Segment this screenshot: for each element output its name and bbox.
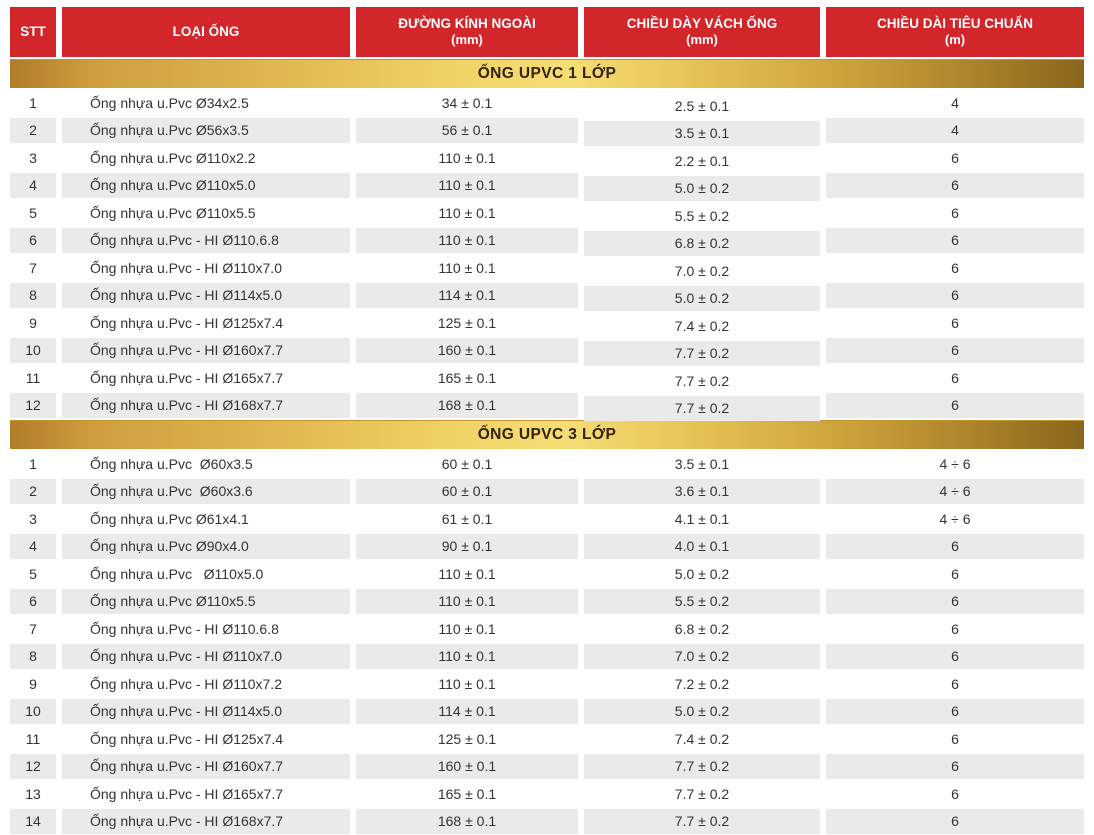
wall-thickness-cell: 5.5 ± 0.2 xyxy=(584,589,820,615)
header-stt xyxy=(10,7,56,57)
wall-thickness-cell: 3.6 ± 0.1 xyxy=(584,479,820,505)
length-cell: 6 xyxy=(826,393,1084,419)
stt-cell: 2 xyxy=(10,118,56,144)
table-row xyxy=(10,644,1084,670)
pipe-name-cell: Ống nhựa u.Pvc Ø61x4.1 xyxy=(62,506,350,532)
length-cell: 6 xyxy=(826,200,1084,226)
stt-cell: 3 xyxy=(10,506,56,532)
header-pipe-type xyxy=(62,7,350,57)
length-cell: 6 xyxy=(826,255,1084,281)
pipe-name-cell: Ống nhựa u.Pvc - HI Ø165x7.7 xyxy=(62,365,350,391)
table-row xyxy=(10,754,1084,780)
outer-diameter-cell: 34 ± 0.1 xyxy=(356,90,578,116)
pipe-name-cell: Ống nhựa u.Pvc - HI Ø125x7.4 xyxy=(62,726,350,752)
header-outer-diameter xyxy=(356,7,578,57)
stt-cell: 5 xyxy=(10,200,56,226)
header-standard-length xyxy=(826,7,1084,57)
pipe-name-cell: Ống nhựa u.Pvc Ø60x3.5 xyxy=(62,451,350,477)
length-cell: 6 xyxy=(826,561,1084,587)
pipe-name-cell: Ống nhựa u.Pvc Ø56x3.5 xyxy=(62,118,350,144)
length-cell: 6 xyxy=(826,283,1084,309)
table-row xyxy=(10,255,1084,281)
section-band xyxy=(10,420,1084,449)
table-header xyxy=(10,7,1084,57)
table-body xyxy=(10,59,1084,834)
wall-thickness-cell: 7.7 ± 0.2 xyxy=(584,809,820,835)
stt-cell: 3 xyxy=(10,145,56,171)
pipe-name-cell: Ống nhựa u.Pvc Ø34x2.5 xyxy=(62,90,350,116)
outer-diameter-cell: 61 ± 0.1 xyxy=(356,506,578,532)
pipe-name-cell: Ống nhựa u.Pvc - HI Ø125x7.4 xyxy=(62,310,350,336)
section-title: ỐNG UPVC 3 LỚP xyxy=(10,420,1084,449)
stt-cell: 11 xyxy=(10,726,56,752)
table-row xyxy=(10,283,1084,309)
header-outer-diameter-unit: (mm) xyxy=(451,32,483,48)
stt-cell: 6 xyxy=(10,228,56,254)
table-row xyxy=(10,365,1084,391)
length-cell: 6 xyxy=(826,781,1084,807)
wall-thickness-cell: 7.7 ± 0.2 xyxy=(584,368,820,394)
pipe-name-cell: Ống nhựa u.Pvc - HI Ø114x5.0 xyxy=(62,283,350,309)
length-cell: 4 ÷ 6 xyxy=(826,451,1084,477)
length-cell: 6 xyxy=(826,310,1084,336)
table-row xyxy=(10,393,1084,419)
pipe-name-cell: Ống nhựa u.Pvc - HI Ø110.6.8 xyxy=(62,228,350,254)
length-cell: 6 xyxy=(826,228,1084,254)
outer-diameter-cell: 168 ± 0.1 xyxy=(356,393,578,419)
pipe-name-cell: Ống nhựa u.Pvc Ø110x5.0 xyxy=(62,561,350,587)
pipe-name-cell: Ống nhựa u.Pvc - HI Ø110x7.0 xyxy=(62,644,350,670)
outer-diameter-cell: 114 ± 0.1 xyxy=(356,283,578,309)
outer-diameter-cell: 168 ± 0.1 xyxy=(356,809,578,835)
wall-thickness-cell: 7.4 ± 0.2 xyxy=(584,313,820,339)
outer-diameter-cell: 60 ± 0.1 xyxy=(356,451,578,477)
outer-diameter-cell: 90 ± 0.1 xyxy=(356,534,578,560)
wall-thickness-cell: 5.0 ± 0.2 xyxy=(584,286,820,312)
length-cell: 4 ÷ 6 xyxy=(826,506,1084,532)
length-cell: 6 xyxy=(826,754,1084,780)
table-row xyxy=(10,781,1084,807)
wall-thickness-cell: 7.7 ± 0.2 xyxy=(584,396,820,422)
wall-thickness-cell: 7.0 ± 0.2 xyxy=(584,258,820,284)
table-row xyxy=(10,145,1084,171)
wall-thickness-cell: 2.5 ± 0.1 xyxy=(584,93,820,119)
header-wall-thickness-unit: (mm) xyxy=(686,32,718,48)
wall-thickness-cell: 5.0 ± 0.2 xyxy=(584,699,820,725)
outer-diameter-cell: 110 ± 0.1 xyxy=(356,616,578,642)
wall-thickness-cell: 5.0 ± 0.2 xyxy=(584,561,820,587)
wall-thickness-cell: 5.5 ± 0.2 xyxy=(584,203,820,229)
wall-thickness-cell: 7.2 ± 0.2 xyxy=(584,671,820,697)
wall-thickness-cell: 4.0 ± 0.1 xyxy=(584,534,820,560)
length-cell: 4 xyxy=(826,90,1084,116)
stt-cell: 9 xyxy=(10,671,56,697)
outer-diameter-cell: 110 ± 0.1 xyxy=(356,200,578,226)
wall-thickness-cell: 7.7 ± 0.2 xyxy=(584,781,820,807)
table-row xyxy=(10,118,1084,144)
outer-diameter-cell: 110 ± 0.1 xyxy=(356,255,578,281)
length-cell: 6 xyxy=(826,534,1084,560)
wall-thickness-cell: 4.1 ± 0.1 xyxy=(584,506,820,532)
outer-diameter-cell: 110 ± 0.1 xyxy=(356,145,578,171)
outer-diameter-cell: 125 ± 0.1 xyxy=(356,310,578,336)
outer-diameter-cell: 160 ± 0.1 xyxy=(356,754,578,780)
pipe-name-cell: Ống nhựa u.Pvc - HI Ø160x7.7 xyxy=(62,338,350,364)
table-row xyxy=(10,561,1084,587)
pipe-name-cell: Ống nhựa u.Pvc Ø110x5.5 xyxy=(62,589,350,615)
outer-diameter-cell: 110 ± 0.1 xyxy=(356,228,578,254)
length-cell: 6 xyxy=(826,726,1084,752)
outer-diameter-cell: 165 ± 0.1 xyxy=(356,365,578,391)
length-cell: 6 xyxy=(826,338,1084,364)
outer-diameter-cell: 60 ± 0.1 xyxy=(356,479,578,505)
stt-cell: 12 xyxy=(10,754,56,780)
stt-cell: 14 xyxy=(10,809,56,835)
stt-cell: 11 xyxy=(10,365,56,391)
wall-thickness-cell: 3.5 ± 0.1 xyxy=(584,121,820,147)
table-row xyxy=(10,534,1084,560)
pipe-name-cell: Ống nhựa u.Pvc - HI Ø110.6.8 xyxy=(62,616,350,642)
table-row xyxy=(10,479,1084,505)
outer-diameter-cell: 110 ± 0.1 xyxy=(356,589,578,615)
table-row xyxy=(10,671,1084,697)
header-row xyxy=(10,7,1084,57)
pipe-name-cell: Ống nhựa u.Pvc - HI Ø165x7.7 xyxy=(62,781,350,807)
table-row xyxy=(10,228,1084,254)
table-row xyxy=(10,451,1084,477)
wall-thickness-cell: 5.0 ± 0.2 xyxy=(584,176,820,202)
stt-cell: 6 xyxy=(10,589,56,615)
length-cell: 6 xyxy=(826,365,1084,391)
header-wall-thickness-label: CHIỀU DÀY VÁCH ỐNG xyxy=(626,15,778,31)
outer-diameter-cell: 110 ± 0.1 xyxy=(356,671,578,697)
table-row xyxy=(10,506,1084,532)
pipe-name-cell: Ống nhựa u.Pvc Ø110x5.0 xyxy=(62,173,350,199)
pipe-name-cell: Ống nhựa u.Pvc - HI Ø114x5.0 xyxy=(62,699,350,725)
pipe-name-cell: Ống nhựa u.Pvc Ø90x4.0 xyxy=(62,534,350,560)
stt-cell: 4 xyxy=(10,534,56,560)
length-cell: 4 ÷ 6 xyxy=(826,479,1084,505)
pipe-name-cell: Ống nhựa u.Pvc - HI Ø160x7.7 xyxy=(62,754,350,780)
stt-cell: 4 xyxy=(10,173,56,199)
stt-cell: 10 xyxy=(10,699,56,725)
table-row xyxy=(10,173,1084,199)
stt-cell: 7 xyxy=(10,616,56,642)
stt-cell: 10 xyxy=(10,338,56,364)
outer-diameter-cell: 110 ± 0.1 xyxy=(356,561,578,587)
length-cell: 6 xyxy=(826,699,1084,725)
length-cell: 4 xyxy=(826,118,1084,144)
outer-diameter-cell: 165 ± 0.1 xyxy=(356,781,578,807)
length-cell: 6 xyxy=(826,671,1084,697)
wall-thickness-cell: 6.8 ± 0.2 xyxy=(584,231,820,257)
stt-cell: 8 xyxy=(10,283,56,309)
header-pipe-type-label: LOẠI ỐNG xyxy=(172,24,240,40)
wall-thickness-cell: 6.8 ± 0.2 xyxy=(584,616,820,642)
outer-diameter-cell: 114 ± 0.1 xyxy=(356,699,578,725)
table-row xyxy=(10,809,1084,835)
table-row xyxy=(10,90,1084,116)
outer-diameter-cell: 125 ± 0.1 xyxy=(356,726,578,752)
header-standard-length-unit: (m) xyxy=(944,32,966,48)
stt-cell: 9 xyxy=(10,310,56,336)
pipe-name-cell: Ống nhựa u.Pvc - HI Ø168x7.7 xyxy=(62,809,350,835)
wall-thickness-cell: 3.5 ± 0.1 xyxy=(584,451,820,477)
wall-thickness-cell: 7.7 ± 0.2 xyxy=(584,341,820,367)
stt-cell: 1 xyxy=(10,90,56,116)
outer-diameter-cell: 56 ± 0.1 xyxy=(356,118,578,144)
stt-cell: 1 xyxy=(10,451,56,477)
pipe-name-cell: Ống nhựa u.Pvc - HI Ø110x7.2 xyxy=(62,671,350,697)
header-wall-thickness xyxy=(584,7,820,57)
stt-cell: 8 xyxy=(10,644,56,670)
pipe-name-cell: Ống nhựa u.Pvc Ø110x2.2 xyxy=(62,145,350,171)
section-band xyxy=(10,59,1084,88)
table-row xyxy=(10,616,1084,642)
table-row xyxy=(10,726,1084,752)
stt-cell: 13 xyxy=(10,781,56,807)
stt-cell: 12 xyxy=(10,393,56,419)
outer-diameter-cell: 110 ± 0.1 xyxy=(356,644,578,670)
header-stt-label: STT xyxy=(20,24,46,40)
table-row xyxy=(10,338,1084,364)
length-cell: 6 xyxy=(826,809,1084,835)
table-row xyxy=(10,589,1084,615)
stt-cell: 5 xyxy=(10,561,56,587)
outer-diameter-cell: 110 ± 0.1 xyxy=(356,173,578,199)
pipe-name-cell: Ống nhựa u.Pvc Ø110x5.5 xyxy=(62,200,350,226)
wall-thickness-cell: 7.0 ± 0.2 xyxy=(584,644,820,670)
table-row xyxy=(10,310,1084,336)
section-title: ỐNG UPVC 1 LỚP xyxy=(10,59,1084,88)
stt-cell: 2 xyxy=(10,479,56,505)
header-standard-length-label: CHIỀU DÀI TIÊU CHUẨN xyxy=(876,15,1033,31)
wall-thickness-cell: 2.2 ± 0.1 xyxy=(584,148,820,174)
wall-thickness-cell: 7.7 ± 0.2 xyxy=(584,754,820,780)
length-cell: 6 xyxy=(826,644,1084,670)
pipe-name-cell: Ống nhựa u.Pvc - HI Ø168x7.7 xyxy=(62,393,350,419)
pipe-name-cell: Ống nhựa u.Pvc - HI Ø110x7.0 xyxy=(62,255,350,281)
length-cell: 6 xyxy=(826,616,1084,642)
wall-thickness-cell: 7.4 ± 0.2 xyxy=(584,726,820,752)
length-cell: 6 xyxy=(826,589,1084,615)
length-cell: 6 xyxy=(826,145,1084,171)
length-cell: 6 xyxy=(826,173,1084,199)
table-row xyxy=(10,200,1084,226)
table-row xyxy=(10,699,1084,725)
outer-diameter-cell: 160 ± 0.1 xyxy=(356,338,578,364)
stt-cell: 7 xyxy=(10,255,56,281)
header-outer-diameter-label: ĐƯỜNG KÍNH NGOÀI xyxy=(398,15,536,31)
pipe-spec-table xyxy=(4,5,1090,835)
pipe-name-cell: Ống nhựa u.Pvc Ø60x3.6 xyxy=(62,479,350,505)
